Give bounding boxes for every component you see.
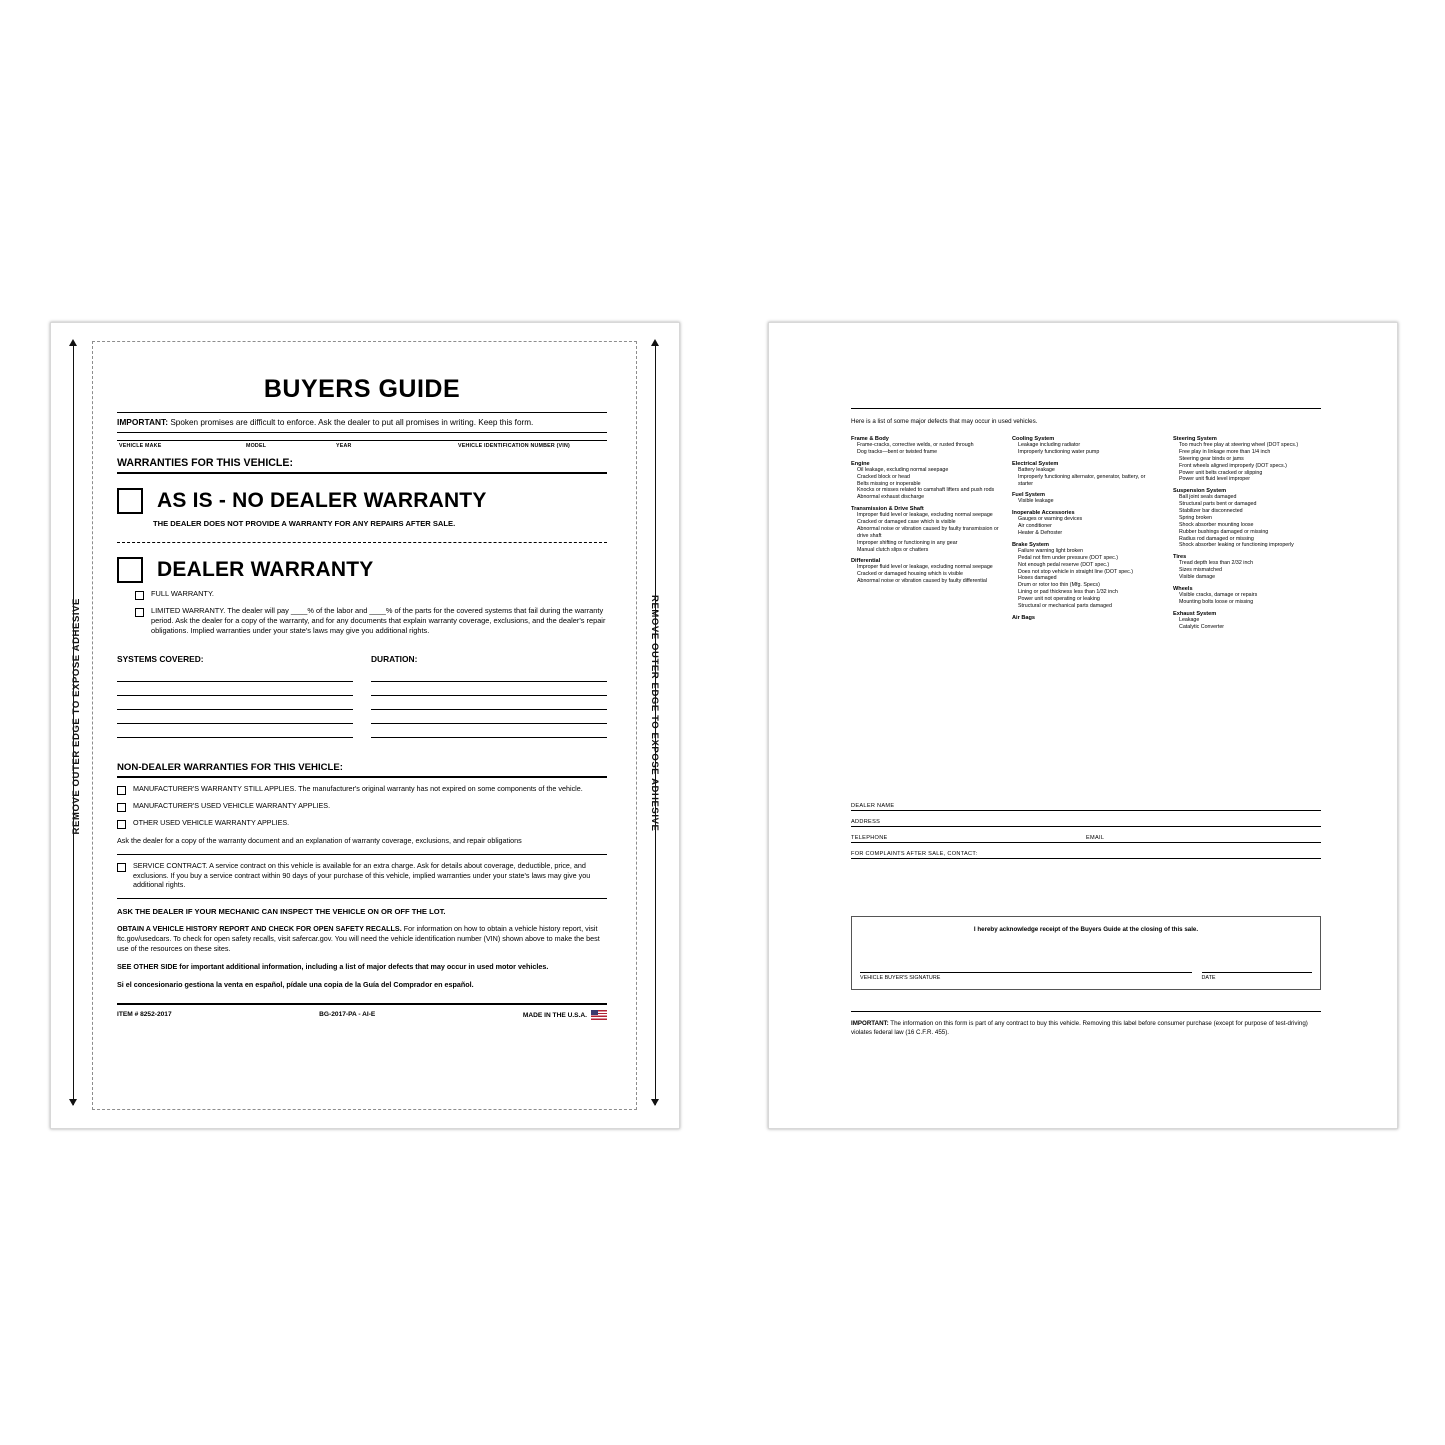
defect-item: Improper fluid level or leakage, excluding normal seepage [857, 564, 993, 571]
important-label: IMPORTANT: [117, 417, 169, 427]
defect-group-title: Cooling System [1012, 436, 1055, 442]
defect-item: Power unit not operating or leaking [1018, 596, 1100, 602]
defect-group [851, 461, 999, 501]
defect-item: Lining or pad thickness less than 1/32 inch [1018, 589, 1118, 596]
defect-item: Cracked or damaged case which is visible [857, 519, 956, 525]
defect-group-title: Tires [1173, 554, 1187, 561]
defect-group [1012, 542, 1160, 610]
defect-item: Belts missing or inoperable [857, 480, 921, 487]
duration-line-5[interactable] [371, 724, 607, 738]
manufacturer-used-warranty-checkbox[interactable] [117, 803, 126, 812]
buyers-guide-back-page [768, 322, 1398, 1129]
made-in-usa-text: MADE IN THE U.S.A. [522, 1011, 587, 1019]
defect-group [1173, 554, 1321, 581]
systems-covered-column [117, 654, 353, 738]
as-is-subnote: THE DEALER DOES NOT PROVIDE A WARRANTY FOR ANY REPAIRS AFTER SALE. [153, 519, 456, 529]
manufacturer-warranty-text: MANUFACTURER'S WARRANTY STILL APPLIES. The manufacturer's original warranty has not expired on some components of the vehicle. [133, 784, 583, 794]
full-warranty-label: FULL WARRANTY. [151, 589, 214, 599]
remove-edge-note-left: REMOVE OUTER EDGE TO EXPOSE ADHESIVE [71, 598, 82, 835]
defect-item: Power unit fluid level improper [1179, 476, 1250, 483]
defect-item: Visible cracks, damage or repairs [1179, 591, 1258, 598]
defect-item: Abnormal exhaust discharge [857, 494, 925, 501]
back-defects-section [851, 408, 1321, 635]
defect-item: Frame-cracks, corrective welds, or rusted through [857, 442, 974, 448]
defect-item: Pedal not firm under pressure (DOT spec.) [1018, 554, 1118, 561]
defect-list [851, 564, 999, 585]
defect-item: Ball joint seals damaged [1179, 494, 1237, 501]
dealer-name-input[interactable] [851, 810, 1321, 811]
defect-list [1173, 494, 1321, 549]
defect-list [851, 442, 999, 456]
systems-line-4[interactable] [117, 710, 353, 724]
coverage-columns [117, 654, 607, 738]
manufacturer-warranty-checkbox[interactable] [117, 786, 126, 795]
defect-list [851, 467, 999, 501]
defect-item: Leakage including radiator [1018, 442, 1081, 448]
defect-group [1173, 611, 1321, 631]
signature-label: VEHICLE BUYER'S SIGNATURE [860, 975, 941, 981]
defect-item: Mounting bolts loose or missing [1179, 598, 1254, 605]
duration-column [371, 654, 607, 738]
defect-list [1012, 442, 1160, 456]
other-used-warranty-text: OTHER USED VEHICLE WARRANTY APPLIES. [133, 818, 290, 828]
as-is-option[interactable] [117, 488, 607, 514]
defect-group-title: Brake System [1012, 541, 1050, 548]
defect-list [1173, 560, 1321, 581]
telephone-email-input[interactable] [851, 842, 1321, 843]
defect-group-title: Frame & Body [851, 436, 889, 442]
systems-line-5[interactable] [117, 724, 353, 738]
defect-item: Oil leakage, excluding normal seepage [857, 466, 949, 473]
defect-item: Cracked or damaged housing which is visible [857, 571, 963, 578]
vehicle-history-block [117, 924, 607, 954]
defect-group-title: Fuel System [1012, 492, 1045, 499]
page-title: BUYERS GUIDE [263, 375, 461, 403]
defect-item: Too much free play at steering wheel (DOT specs.) [1179, 442, 1299, 448]
manufacturer-used-warranty-text: MANUFACTURER'S USED VEHICLE WARRANTY APPLIES. [133, 801, 331, 811]
defect-item: Manual clutch slips or chatters [857, 546, 929, 553]
defect-item: Heater & Defroster [1018, 530, 1063, 536]
defect-group [851, 558, 999, 585]
defect-group [1012, 436, 1160, 456]
defect-group-title: Engine [851, 460, 870, 467]
defect-item: Improperly functioning water pump [1018, 448, 1100, 455]
item-number: ITEM # 8252-2017 [117, 1011, 172, 1019]
vehicle-fields-row [117, 440, 607, 449]
defect-item: Steering gear binds or jams [1179, 455, 1244, 462]
email-group [1086, 835, 1321, 842]
email-label: EMAIL [1086, 835, 1105, 841]
remove-edge-note-right: REMOVE OUTER EDGE TO EXPOSE ADHESIVE [649, 595, 660, 832]
defect-group [1173, 436, 1321, 483]
systems-line-2[interactable] [117, 682, 353, 696]
defect-item: Visible leakage [1018, 498, 1054, 505]
defect-item: Catalytic Converter [1179, 623, 1225, 630]
date-label: DATE [1201, 975, 1216, 981]
buyers-guide-front-page [50, 322, 680, 1129]
non-dealer-paragraph: Ask the dealer for a copy of the warranty document and an explanation of warranty coverage, exclusions, and repair obligations [117, 836, 522, 846]
spanish-notice-text: Si el concesionario gestiona la venta en español, pídale una copia de la Guía del Comprador en español. [117, 980, 474, 990]
back-top-rule [851, 408, 1321, 409]
defect-item: Rubber bushings damaged or missing [1179, 528, 1269, 535]
defect-group [851, 436, 999, 456]
front-footer [117, 1005, 607, 1020]
defect-list [1012, 516, 1160, 537]
right-arrow-bottom-cap [651, 1099, 659, 1106]
duration-line-2[interactable] [371, 682, 607, 696]
signature-input[interactable] [860, 948, 1192, 973]
defect-item: Does not stop vehicle in straight line (DOT spec.) [1018, 568, 1134, 575]
see-other-side-block [117, 962, 607, 972]
date-input[interactable] [1202, 948, 1313, 973]
defect-item: Spring broken [1179, 514, 1212, 521]
address-input[interactable] [851, 826, 1321, 827]
usa-flag-icon [591, 1010, 607, 1020]
back-important-label: IMPORTANT: [851, 1020, 889, 1027]
defect-item: Improper shifting or functioning in any gear [857, 539, 958, 546]
defect-item: Abnormal noise or vibration caused by faulty transmission or drive shaft [857, 525, 999, 539]
non-dealer-item-3[interactable] [117, 818, 607, 829]
full-warranty-row[interactable] [135, 589, 607, 600]
non-dealer-heading: NON-DEALER WARRANTIES FOR THIS VEHICLE: [117, 752, 607, 778]
defect-item: Sizes mismatched [1179, 567, 1222, 574]
other-used-warranty-checkbox[interactable] [117, 820, 126, 829]
systems-covered-label: SYSTEMS COVERED: [117, 654, 204, 665]
defect-item: Battery leakage [1018, 466, 1055, 473]
defect-group-title: Air Bags [1012, 614, 1036, 621]
defect-group-title: Exhaust System [1173, 610, 1217, 617]
defects-column-2 [1012, 436, 1160, 635]
defect-item: Dog tracks—bent or twisted frame [857, 448, 938, 455]
defect-item: Gauges or warning devices [1018, 516, 1083, 523]
defect-group [1012, 510, 1160, 537]
telephone-label: TELEPHONE [851, 835, 888, 841]
defect-item: Power unit belts cracked or slipping [1179, 469, 1263, 476]
option-divider [117, 542, 607, 543]
defect-item: Drum or rotor too thin (Mfg. Specs) [1018, 582, 1100, 589]
defect-item: Air conditioner [1018, 523, 1052, 530]
defect-item: Radius rod damaged or missing [1179, 535, 1254, 542]
back-important-notice [851, 1011, 1321, 1038]
defect-group [1012, 461, 1160, 488]
dealer-name-label: DEALER NAME [851, 803, 895, 809]
defect-item: Shock absorber mounting loose [1179, 521, 1254, 528]
defect-list [1173, 592, 1321, 606]
dealer-warranty-checkbox[interactable] [117, 557, 143, 583]
duration-line-4[interactable] [371, 710, 607, 724]
dealer-info-form [851, 803, 1321, 867]
defect-item: Tread depth less than 2/32 inch [1179, 560, 1254, 567]
defect-item: Not enough pedal reserve (DOT spec.) [1018, 561, 1110, 568]
important-text: Spoken promises are difficult to enforce. Ask the dealer to put all promises in writing. Keep this form. [170, 418, 534, 427]
acknowledgement-box [851, 916, 1321, 990]
defect-item: Hoses damaged [1018, 575, 1057, 582]
duration-line-3[interactable] [371, 696, 607, 710]
signature-group [860, 948, 1192, 981]
important-statement [117, 413, 607, 432]
spanish-notice [117, 980, 607, 990]
vehicle-history-bold: OBTAIN A VEHICLE HISTORY REPORT AND CHECK FOR OPEN SAFETY RECALLS. [117, 924, 402, 934]
duration-label: DURATION: [371, 654, 418, 665]
acknowledgement-text: I hereby acknowledge receipt of the Buyers Guide at the closing of this sale. [973, 926, 1199, 933]
defect-list [1173, 617, 1321, 631]
systems-line-3[interactable] [117, 696, 353, 710]
defect-group [1173, 586, 1321, 606]
important-rule [117, 432, 607, 433]
limited-warranty-checkbox[interactable] [135, 608, 144, 617]
form-number: BG-2017-PA - AI-E [319, 1011, 376, 1019]
ask-dealer-inspect: ASK THE DEALER IF YOUR MECHANIC CAN INSPECT THE VEHICLE ON OR OFF THE LOT. [117, 907, 446, 917]
limited-warranty-row[interactable] [135, 606, 607, 636]
defects-column-1 [851, 436, 999, 635]
signature-row [860, 948, 1312, 981]
address-label: ADDRESS [851, 819, 881, 825]
service-contract-divider [117, 854, 607, 855]
defect-item: Structural or mechanical parts damaged [1018, 602, 1112, 609]
defect-item: Improperly functioning alternator, generator, battery, or starter [1018, 473, 1146, 487]
defect-item: Visible damage [1179, 574, 1216, 580]
complaints-label: FOR COMPLAINTS AFTER SALE, CONTACT: [851, 851, 978, 857]
defect-group-title: Inoperable Accessories [1012, 510, 1075, 517]
see-other-side-bold: SEE OTHER SIDE [117, 962, 178, 972]
dealer-warranty-label: DEALER WARRANTY [157, 558, 374, 582]
defect-list [1012, 548, 1160, 610]
right-arrow-top-cap [651, 339, 659, 346]
defect-item: Leakage [1179, 616, 1200, 623]
left-arrow-bottom-cap [69, 1099, 77, 1106]
defect-group-title: Wheels [1173, 585, 1193, 592]
service-contract-row[interactable] [117, 861, 607, 890]
back-important-text: The information on this form is part of any contract to buy this vehicle. Removing this label before consumer purchase (except for purpose of test-driving) violates federal law (16 C.F.R. 455). [851, 1020, 1308, 1036]
defect-item: Cracked block or head [857, 473, 910, 480]
field-vehicle-make[interactable]: VEHICLE MAKE [119, 443, 162, 450]
mechanic-divider [117, 898, 607, 899]
non-dealer-item-1[interactable] [117, 784, 607, 795]
see-other-side-text: for important additional information, including a list of major defects that may occur in used motor vehicles. [177, 962, 549, 972]
vehicle-history-text: For information on how to obtain a vehicle history report, visit ftc.gov/usedcars. To check for open safety recalls, visit safercar.gov. You will need the vehicle identification number (VIN) shown above to make the best use of the resources on these sites. [117, 924, 600, 954]
defect-group-title: Differential [851, 558, 881, 565]
defect-group [1173, 488, 1321, 549]
date-group [1202, 948, 1313, 981]
defect-item: Failure warning light broken [1018, 547, 1084, 554]
warranties-heading: WARRANTIES FOR THIS VEHICLE: [117, 449, 607, 474]
defect-group-title: Electrical System [1012, 460, 1059, 467]
complaints-input[interactable] [851, 858, 1321, 859]
defect-group-title: Transmission & Drive Shaft [851, 506, 924, 513]
defect-list [1012, 467, 1160, 488]
service-contract-checkbox[interactable] [117, 863, 126, 872]
defect-item: Improper fluid level or leakage, excluding normal seepage [857, 512, 993, 519]
field-vin[interactable]: VEHICLE IDENTIFICATION NUMBER (VIN) [458, 443, 570, 450]
defects-intro: Here is a list of some major defects that may occur in used vehicles. [851, 418, 1038, 425]
non-dealer-item-2[interactable] [117, 801, 607, 812]
defect-group [1012, 492, 1160, 505]
defect-item: Knocks or misses related to camshaft lifters and push rods [857, 487, 995, 494]
front-content [117, 363, 607, 1020]
defect-group [851, 506, 999, 553]
service-contract-text: SERVICE CONTRACT. A service contract on this vehicle is available for an extra charge. Ask for details about coverage, deductible, price, and exclusions. If you buy a service contract within 90 days of your purchase of this vehicle, implied warranties under your state's laws may give you additional rights. [133, 861, 591, 890]
limited-warranty-text: LIMITED WARRANTY. The dealer will pay ____% of the labor and ____% of the parts for the covered systems that fail during the warranty period. Ask the dealer for a copy of the warranty, and for any documents that explain warranty coverage, exclusions, and the dealer's repair obligations. Implied warranties under your state's laws may give you additional rights. [151, 606, 606, 636]
defect-group [1012, 615, 1160, 621]
telephone-group [851, 835, 1086, 842]
as-is-checkbox[interactable] [117, 488, 143, 514]
defect-list [1012, 498, 1160, 505]
field-model[interactable]: MODEL [246, 443, 267, 450]
defect-list [1173, 442, 1321, 483]
defect-group-title: Steering System [1173, 436, 1217, 442]
defect-list [851, 512, 999, 553]
dealer-warranty-option[interactable] [117, 557, 607, 583]
made-in-usa [523, 1010, 607, 1020]
defect-item: Structural parts bent or damaged [1179, 501, 1257, 508]
left-arrow-top-cap [69, 339, 77, 346]
defect-item: Abnormal noise or vibration caused by faulty differential [857, 578, 988, 585]
defect-item: Stabilizer bar disconnected [1179, 508, 1243, 514]
as-is-label: AS IS - NO DEALER WARRANTY [157, 489, 487, 513]
defect-group-title: Suspension System [1173, 488, 1227, 495]
defects-columns [851, 436, 1321, 635]
defect-item: Free play in linkage more than 1/4 inch [1179, 448, 1271, 455]
full-warranty-checkbox[interactable] [135, 591, 144, 600]
defect-item: Shock absorber leaking or functioning improperly [1179, 542, 1294, 549]
field-year[interactable]: YEAR [336, 443, 352, 450]
defects-column-3 [1173, 436, 1321, 635]
duration-line-1[interactable] [371, 668, 607, 682]
systems-line-1[interactable] [117, 668, 353, 682]
defect-item: Front wheels aligned improperly (DOT specs.) [1179, 462, 1287, 469]
telephone-email-row [851, 835, 1321, 842]
